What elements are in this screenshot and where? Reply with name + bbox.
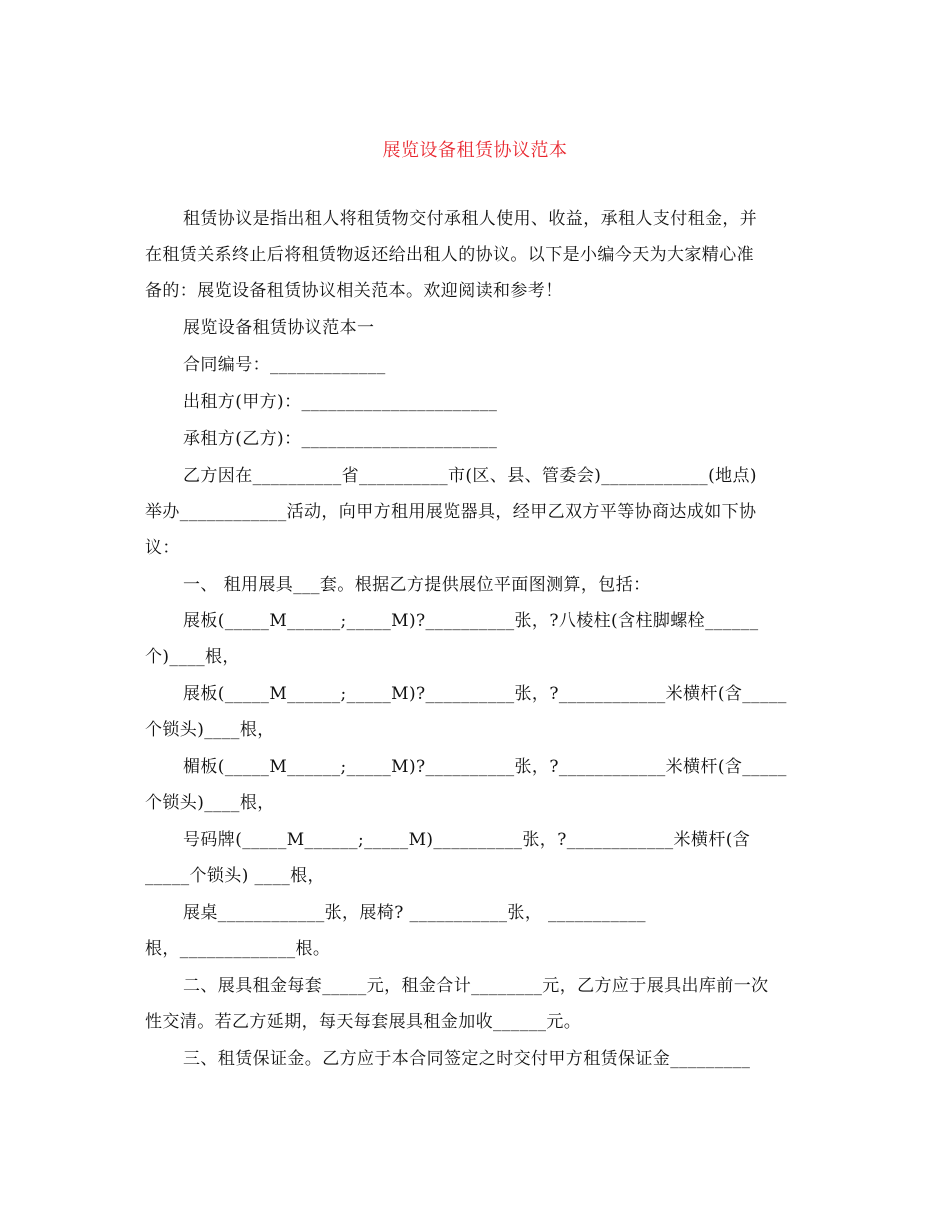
- clause-2-cont: 性交清。若乙方延期，每天每套展具租金加收______元。: [145, 1012, 582, 1032]
- item-line: 号码牌(_____M______;_____M)__________张，?____________米横杆(含: [183, 830, 751, 850]
- clause-1: 一、 租用展具___套。根据乙方提供展位平面图测算，包括：: [183, 575, 651, 595]
- item-line: 个锁头)____根，: [145, 793, 275, 813]
- paragraph-line: 备的：展览设备租赁协议相关范本。欢迎阅读和参考！: [145, 281, 563, 301]
- paragraph-line: 租赁协议是指出租人将租赁物交付承租人使用、收益，承租人支付租金，并: [183, 209, 758, 229]
- paragraph-line: 举办____________活动，向甲方租用展览器具，经甲乙双方平等协商达成如下协: [145, 502, 757, 522]
- contract-number-field: 合同编号：_____________: [183, 355, 386, 375]
- paragraph-line: 乙方因在__________省__________市(区、县、管委会)____________(地点): [183, 466, 757, 486]
- item-line: 根，_____________根。: [145, 939, 331, 959]
- section-heading: 展览设备租赁协议范本一: [183, 318, 375, 338]
- item-line: _____个锁头) ____根，: [145, 866, 325, 886]
- lessee-field: 承租方(乙方)：______________________: [183, 429, 498, 449]
- paragraph-line: 在租赁关系终止后将租赁物返还给出租人的协议。以下是小编今天为大家精心准: [145, 245, 754, 265]
- item-line: 展板(_____M______;_____M)?__________张，?____________米横杆(含_____: [183, 684, 787, 704]
- paragraph-line: 议：: [145, 538, 180, 558]
- item-line: 展桌____________张，展椅? ___________张， ___________: [183, 903, 646, 923]
- item-line: 个)____根，: [145, 647, 240, 667]
- lessor-field: 出租方(甲方)：______________________: [183, 392, 498, 412]
- item-line: 个锁头)____根，: [145, 720, 275, 740]
- clause-3: 三、租赁保证金。乙方应于本合同签定之时交付甲方租赁保证金_________: [183, 1049, 751, 1069]
- item-line: 楣板(_____M______;_____M)?__________张，?____________米横杆(含_____: [183, 757, 787, 777]
- item-line: 展板(_____M______;_____M)?__________张，?八棱柱(含柱脚螺栓______: [183, 611, 759, 631]
- document-title: 展览设备租赁协议范本: [382, 140, 568, 161]
- clause-2: 二、展具租金每套_____元，租金合计________元，乙方应于展具出库前一次: [183, 976, 769, 996]
